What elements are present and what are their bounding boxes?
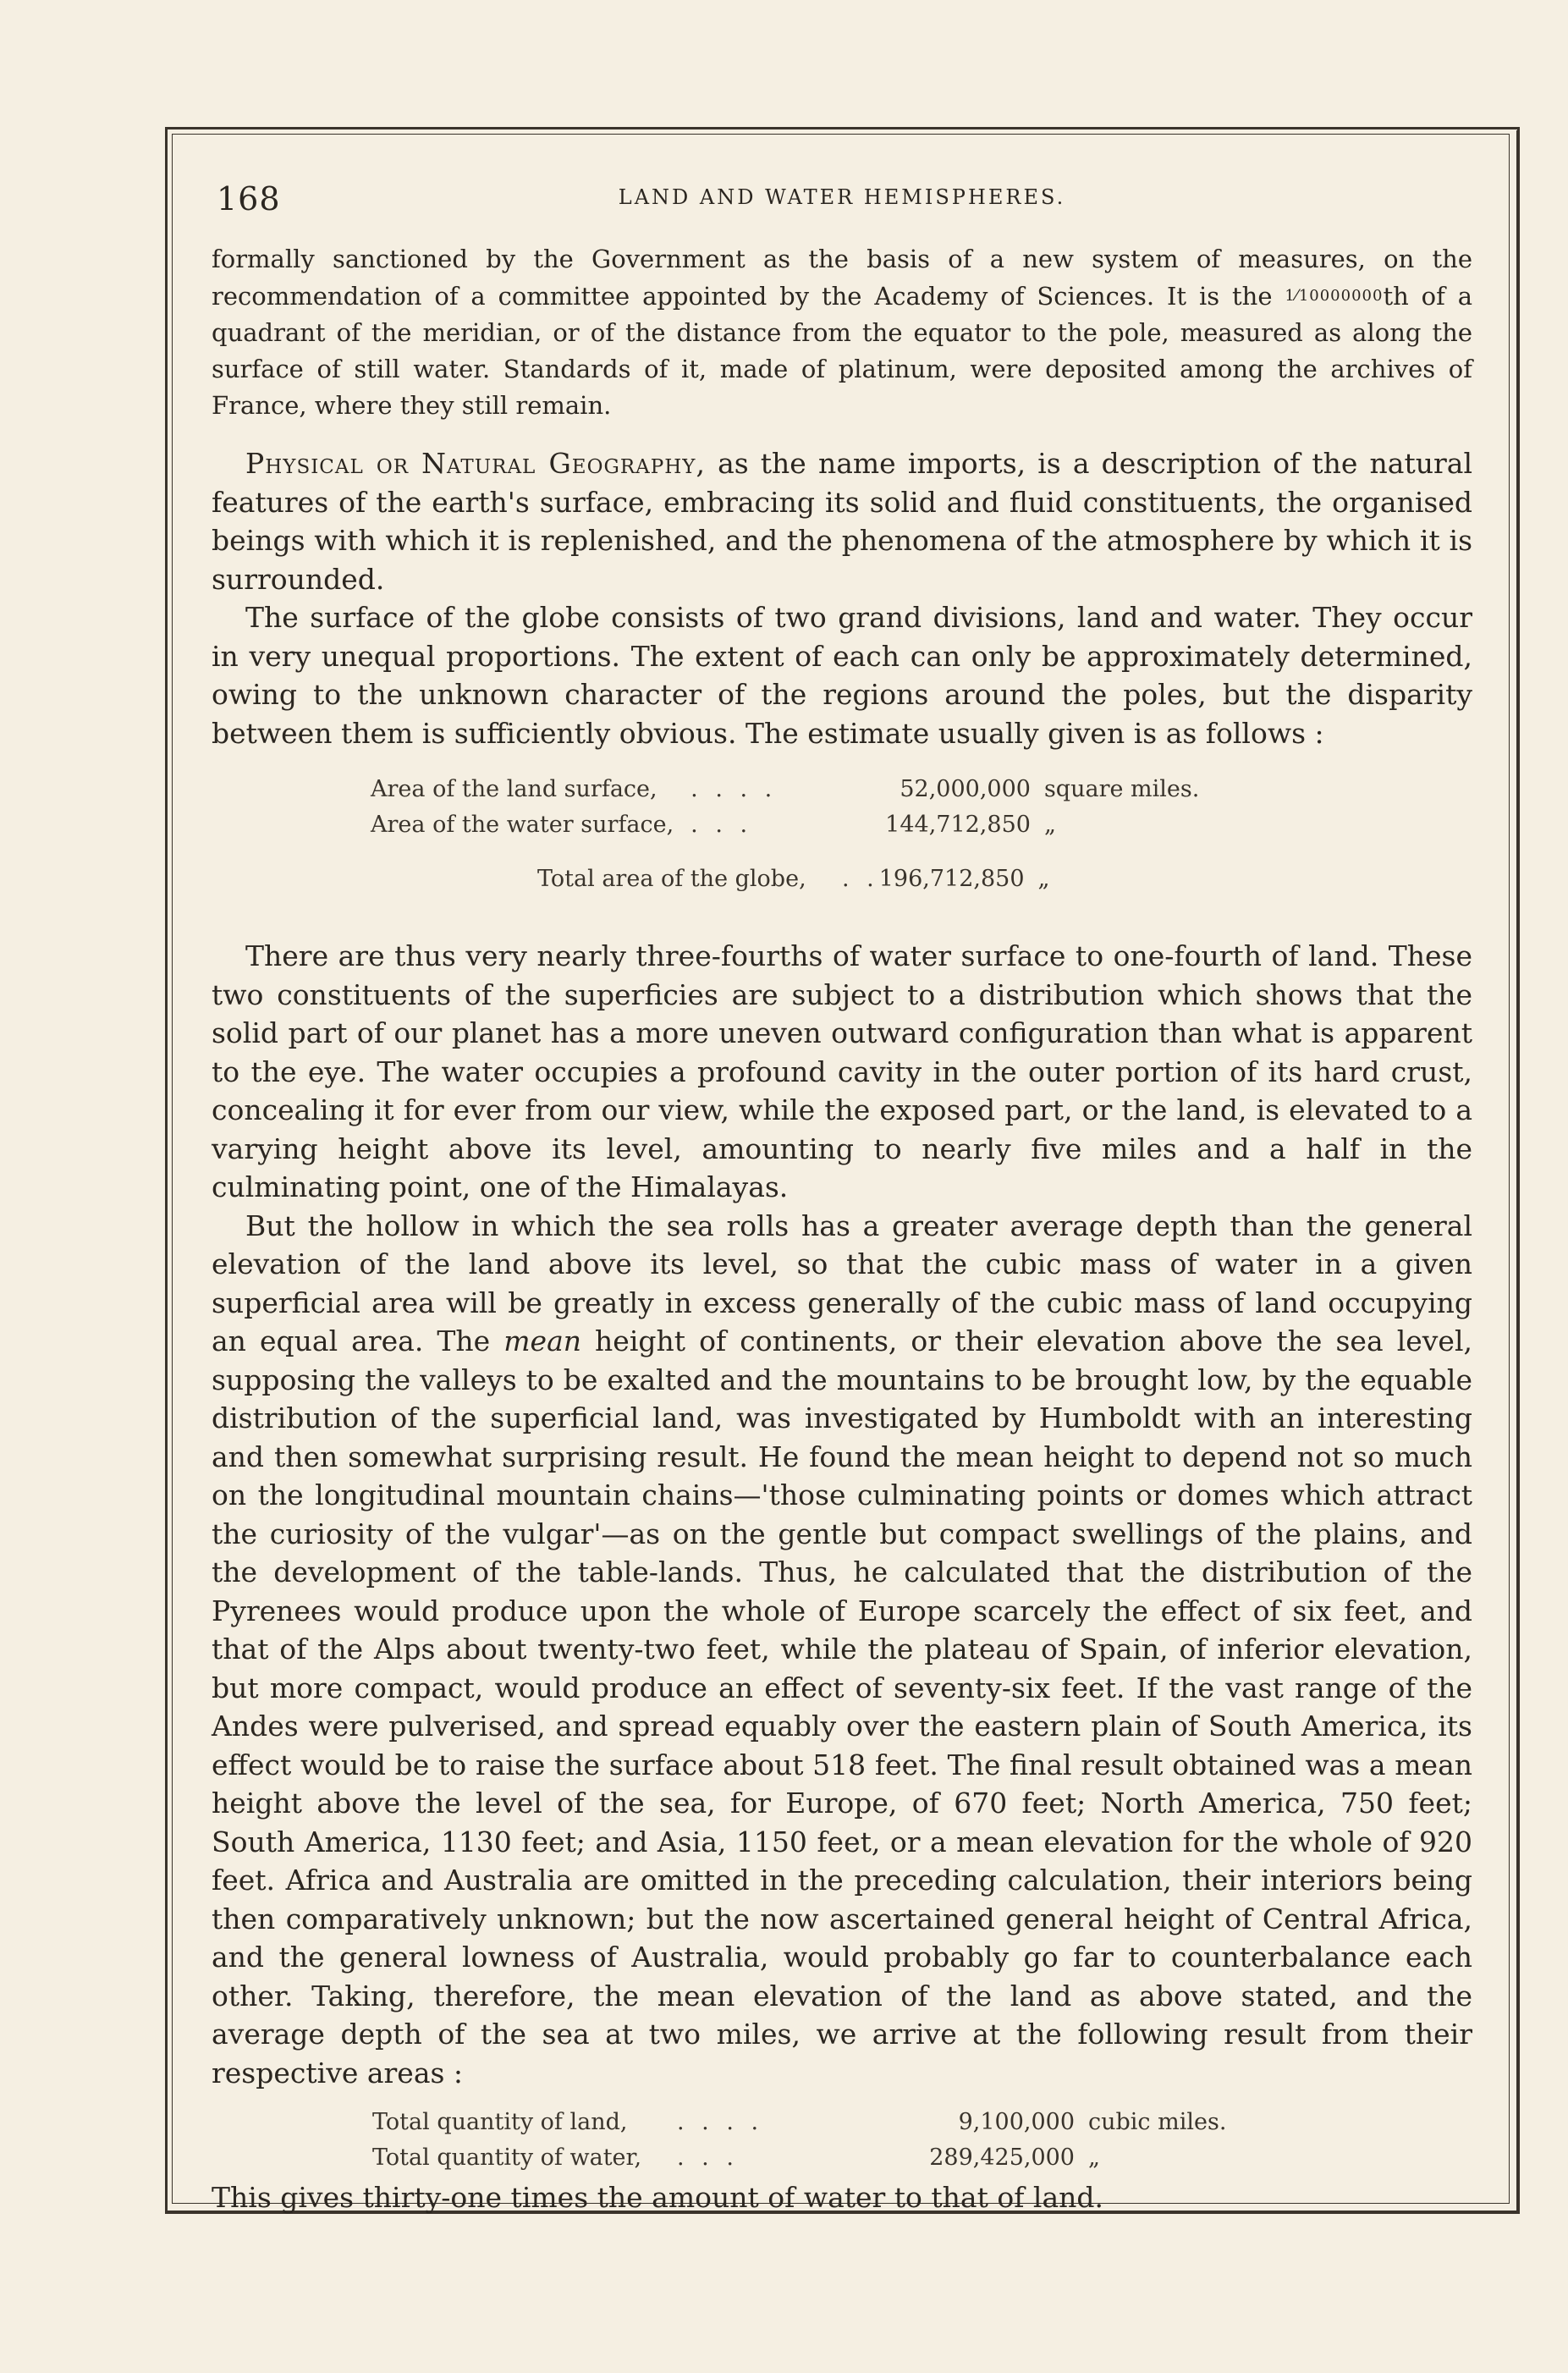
quantity-row-value: 9,100,000 (958, 2108, 1075, 2135)
physical-geography-text: as the name imports, is a description of the natural features of the earth's surface, embracing its solid and fluid constituents, the organised beings with which it is replenished, and the phenomena of the atmosphere by which it is surrounded. (212, 447, 1472, 596)
hollow-italic-mean: mean (503, 1324, 581, 1357)
area-total-table (537, 861, 1050, 896)
quantity-row-water (372, 2139, 1226, 2175)
intro-paragraph (212, 241, 1472, 424)
area-total-dots: . . (842, 865, 879, 892)
page-header (212, 173, 1472, 224)
area-total-unit: „ (1037, 865, 1050, 892)
area-row-label: Area of the land surface, (371, 775, 657, 802)
quantity-row-label: Total quantity of land, (372, 2108, 628, 2135)
area-total-label: Total area of the globe, (537, 865, 806, 892)
intro-text-a: formally sanctioned by the Government as the basis of a new system of measures, on the recommendation of a committee appointed by the Academy of Sciences. It is the (212, 245, 1472, 311)
quantity-row-unit: „ (1088, 2144, 1100, 2171)
area-table (371, 771, 1199, 842)
hollow-text-b: height of continents, or their elevation above the sea level, supposing the valleys to be exalted and the mountains to be brought low, by the equable distribution of the superficial land, was investigated by Humboldt with an interesting and then somewhat surprising result. He found the mean height to depend not so much on the longitudinal mountain chains—'those culminating points or domes which attract the curiosity of the vulgar'—as on the gentle but compact swellings of the plains, and the development of the table-lands. Thus, he calculated that the distribution of the Pyrenees would produce upon the whole of Europe scarcely the effect of six feet, and that of the Alps about twenty-two feet, while the plateau of Spain, of inferior elevation, but more compact, would produce an effect of seventy-six feet. If the vast range of the Andes were pulverised, and spread equably over the eastern plain of South America, its effect would be to raise the surface about 518 feet. The final result obtained was a mean height above the level of the sea, for Europe, of 670 feet; North America, 750 feet; South America, 1130 feet; and Asia, 1150 feet, or a mean elevation for the whole of 920 feet. Africa and Australia are omitted in the preceding calculation, their interiors being then comparatively unknown; but the now ascertained general height of Central Africa, and the general lowness of Australia, would probably go far to counterbalance each other. Taking, therefore, the mean elevation of the land as above stated, and the average depth of the sea at two miles, we arrive at the following result from their respective areas : (212, 1324, 1472, 2089)
area-row-water (371, 807, 1199, 842)
quantity-row-value: 289,425,000 (929, 2144, 1075, 2171)
quantity-row-dots: . . . . (677, 2108, 764, 2135)
page-number: 168 (217, 180, 281, 217)
area-row-unit: square miles. (1043, 775, 1200, 802)
area-row-label: Area of the water surface, (371, 811, 674, 838)
physical-geography-paragraph (212, 444, 1472, 598)
area-row-dots: . . . . (690, 775, 778, 802)
physical-geography-heading: Physical or Natural Geography, (245, 447, 706, 480)
intro-text-b: th of a quadrant of the meridian, or of the distance from the equator to the pole, measured as along the surface of still water. Standards of it, made of platinum, were deposited among the archives of France, where they still remain. (212, 282, 1472, 420)
running-title: LAND AND WATER HEMISPHERES. (618, 185, 1066, 209)
quantity-row-dots: . . . (677, 2144, 739, 2171)
surface-paragraph: The surface of the globe consists of two grand divisions, land and water. They occur in very unequal proportions. The extent of each can only be approximately determined, owing to the unknown character of the regions around the poles, but the disparity between them is sufficiently obvious. The estimate usually given is as follows : (212, 601, 1472, 750)
area-row-dots: . . . (690, 811, 753, 838)
closing-sentence: This gives thirty-one times the amount of water to that of land. (212, 2181, 1104, 2214)
quantity-row-unit: cubic miles. (1088, 2108, 1227, 2135)
hollow-paragraph (212, 1207, 1472, 2093)
quantity-row-land (372, 2104, 1226, 2139)
three-fourths-paragraph: There are thus very nearly three-fourths of water surface to one-fourth of land. These two constituents of the superficies are subject to a distribution which shows that the solid part of our planet has a more uneven outward configuration than what is apparent to the eye. The water occupies a profound cavity in the outer portion of its hard crust, concealing it for ever from our view, while the exposed part, or the land, is elevated to a varying height above its level, amounting to nearly five miles and a half in the culminating point, one of the Himalayas. (212, 939, 1472, 1203)
page-border-shadow-right (1516, 130, 1520, 2214)
quantity-table (372, 2104, 1226, 2175)
area-row-value: 52,000,000 (900, 775, 1031, 802)
page-content (212, 173, 1472, 2217)
area-row-land (371, 771, 1199, 807)
area-total-value: 196,712,850 (878, 865, 1025, 892)
hollow-text-a: But the hollow in which the sea rolls has a greater average depth than the general elevation of the land above its level, so that the cubic mass of water in a given superficial area will be greatly in excess generally of the cubic mass of land occupying an equal area. The (212, 1209, 1472, 1357)
area-row-unit: „ (1043, 811, 1056, 838)
intro-fraction: 1⁄10000000 (1285, 287, 1384, 305)
quantity-row-label: Total quantity of water, (372, 2144, 642, 2171)
area-row-value: 144,712,850 (885, 811, 1031, 838)
area-row-total (537, 861, 1050, 896)
